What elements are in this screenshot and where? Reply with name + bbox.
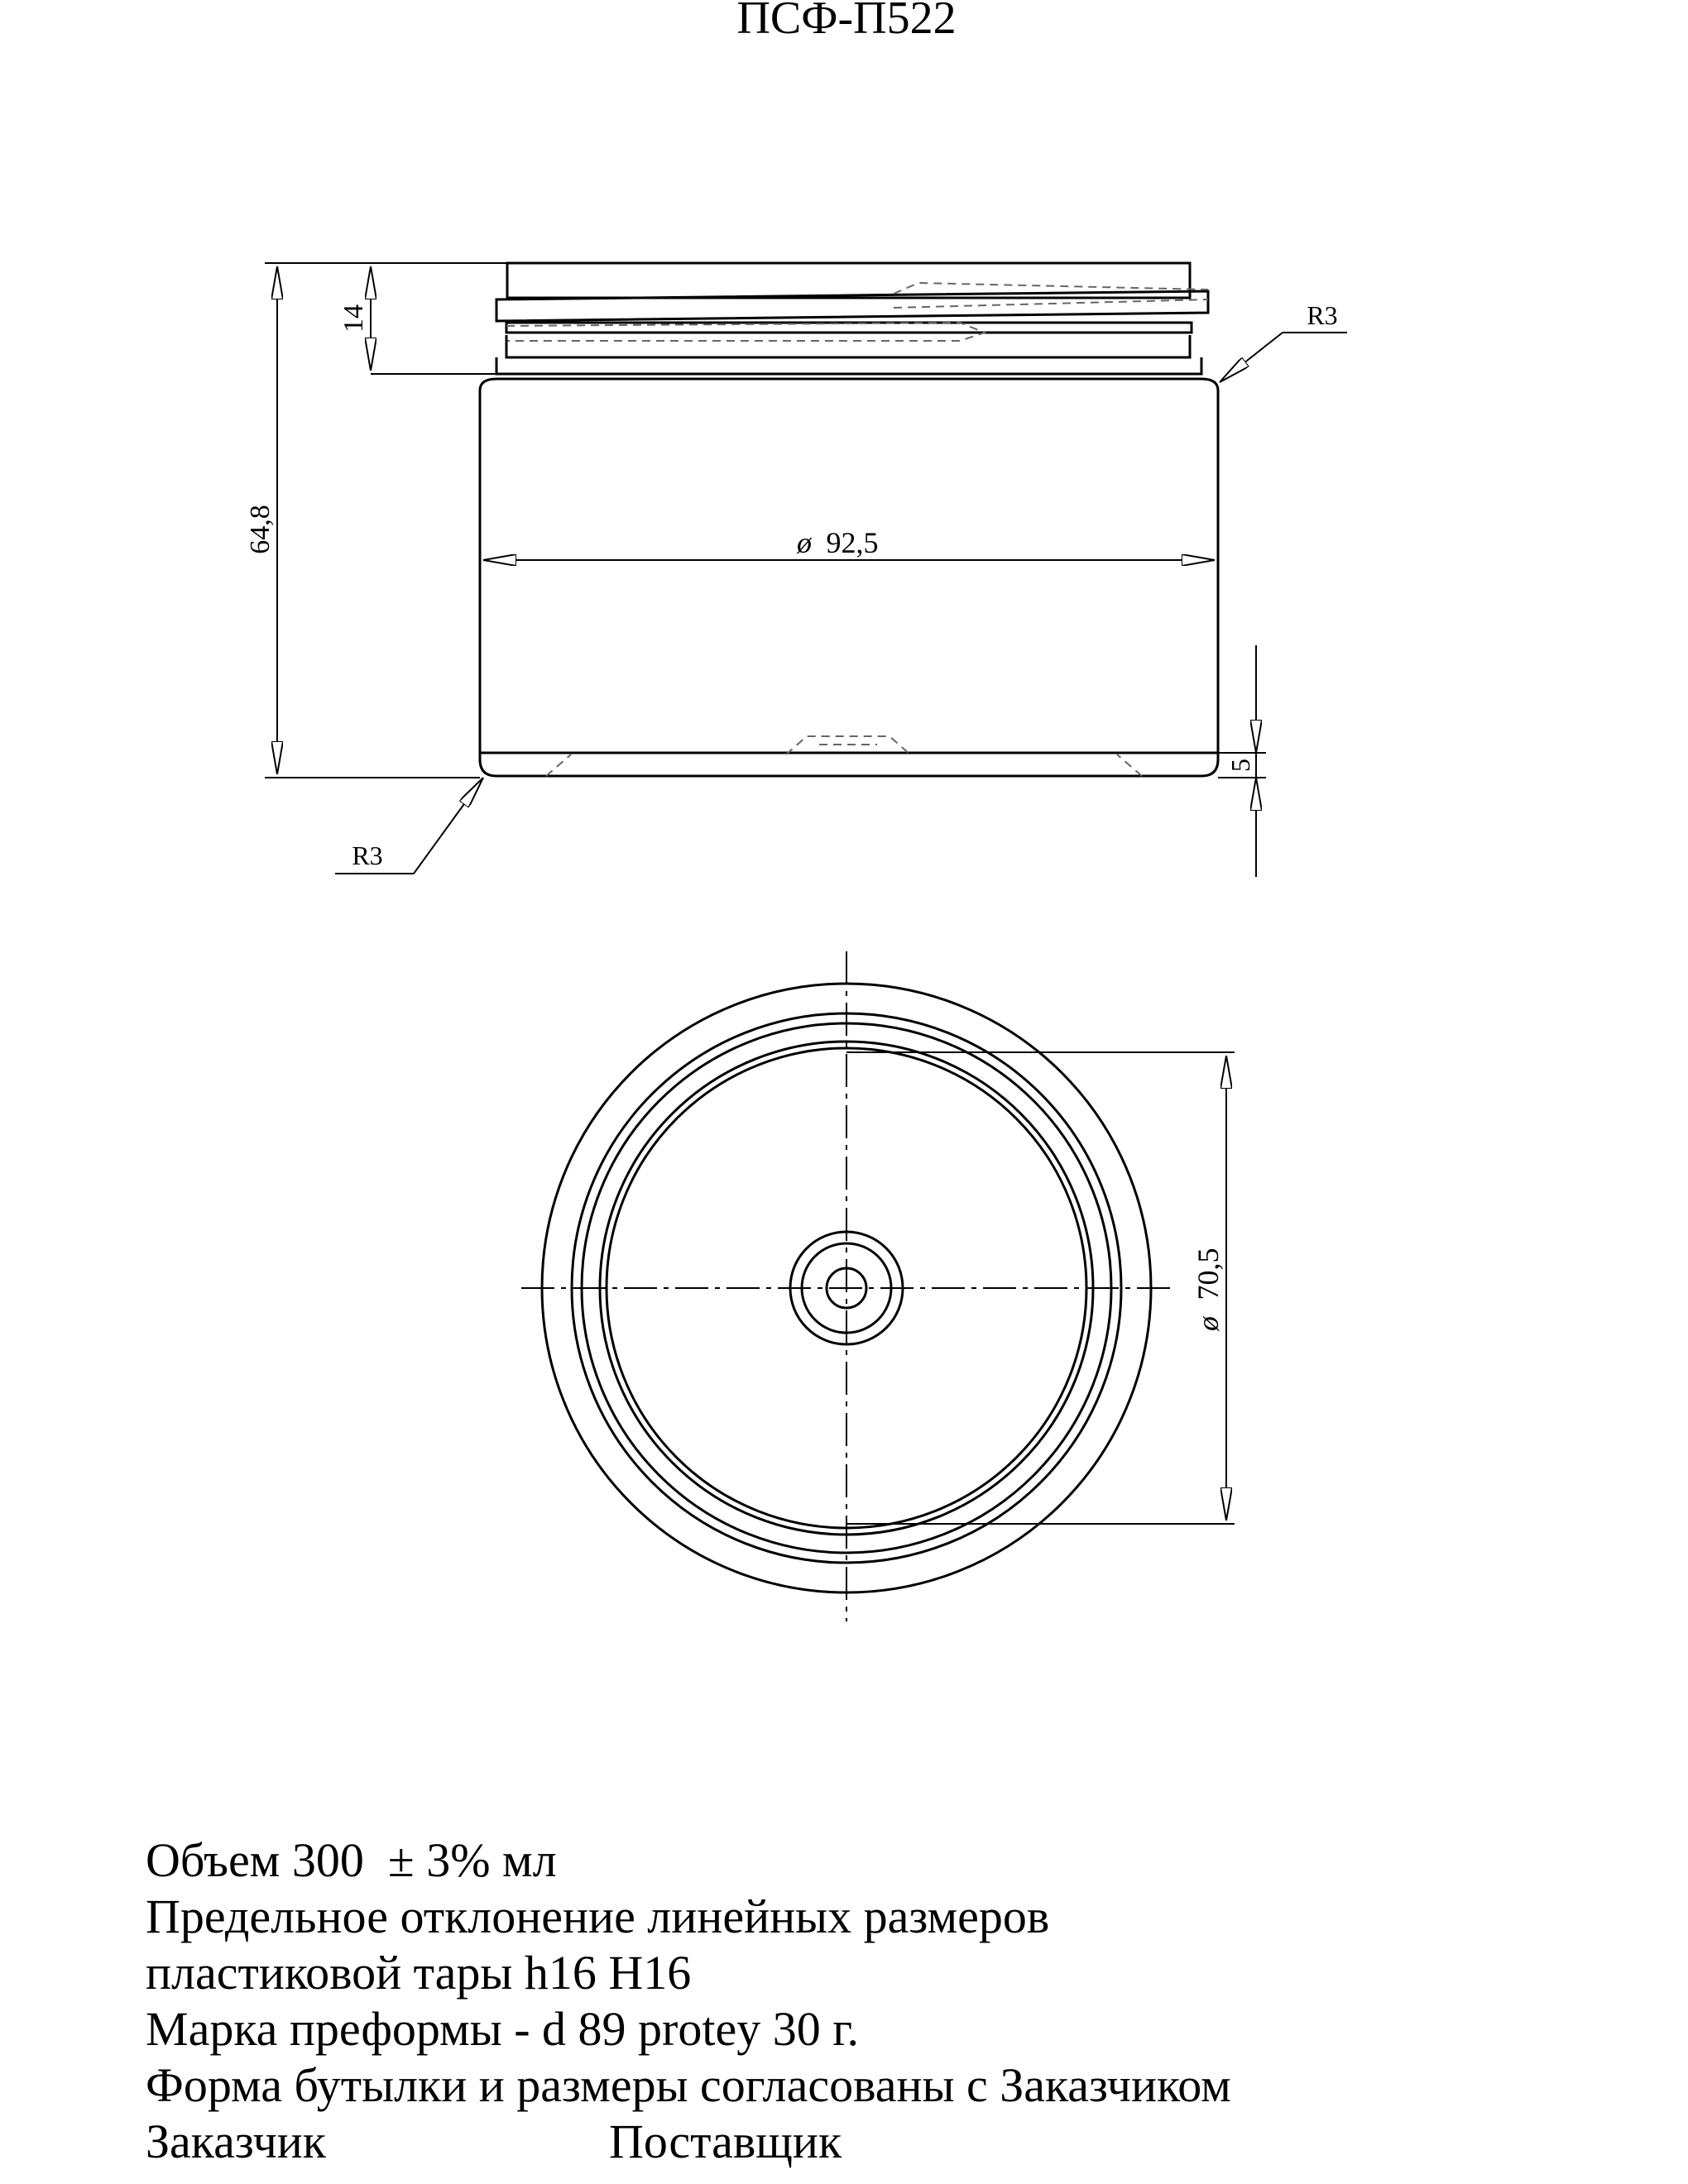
drawing-title: ПСФ-П522	[736, 0, 957, 44]
dim-base-diameter-symbol: ø	[1192, 1316, 1225, 1331]
dim-radius-top: R3	[1307, 300, 1338, 330]
dim-total-height: 64,8	[245, 505, 276, 554]
signature-row	[146, 2114, 1635, 2170]
dim-radius-bottom: R3	[352, 841, 383, 870]
dim-body-diameter: 92,5	[826, 526, 879, 559]
bottom-view	[521, 951, 1235, 1621]
drawing-notes	[146, 1832, 1635, 2170]
note-agreement: Форма бутылки и размеры согласованы с Заказчиком	[146, 2058, 1231, 2112]
note-volume-label: Объем 300	[146, 1833, 364, 1887]
dim-base-diameter: 70,5	[1192, 1248, 1225, 1300]
jar-thread	[496, 291, 1208, 321]
dim-diameter-symbol: ø	[797, 526, 812, 559]
note-tolerance-line1: Предельное отклонение линейных размеров	[146, 1889, 1050, 1943]
jar-bottom-hidden	[546, 736, 1142, 776]
note-tolerance-line2: пластиковой тары h16 H16	[146, 1946, 692, 2000]
note-preform: Марка преформы - d 89 protey 30 г.	[146, 2002, 859, 2056]
note-volume	[146, 1832, 1635, 1889]
note-volume-tolerance: ± 3% мл	[387, 1833, 557, 1887]
dim-neck-height: 14	[338, 304, 369, 333]
supplier-label: Поставщик	[609, 2115, 842, 2168]
jar-neck-ring	[506, 335, 1190, 357]
jar-body	[480, 379, 1218, 776]
side-view	[245, 263, 1347, 877]
customer-label: Заказчик	[146, 2115, 326, 2168]
dim-bottom-height: 5	[1225, 759, 1255, 772]
